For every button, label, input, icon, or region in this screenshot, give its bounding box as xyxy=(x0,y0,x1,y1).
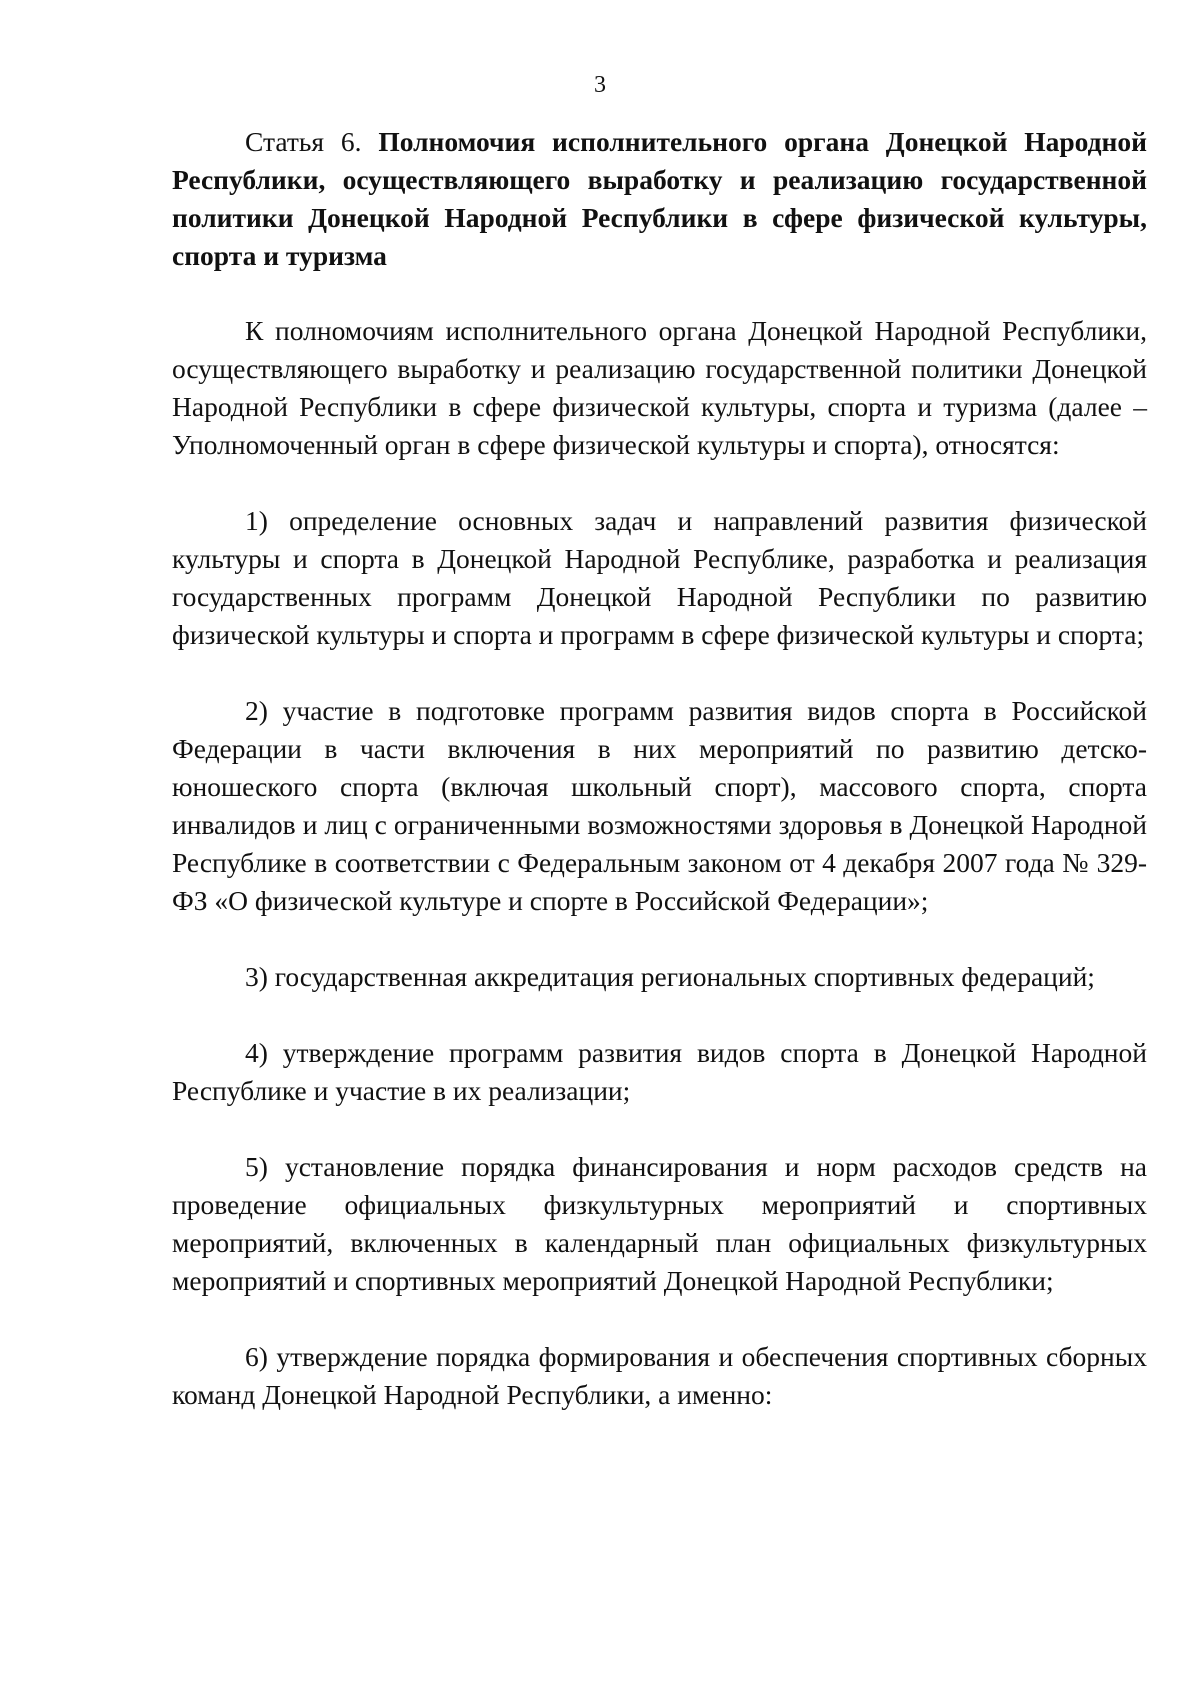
article-title: Полномочия исполнительного органа Донецкой Народной Республики, осуществляющего выработку и реализацию государственной политики Донецкой Народной Республики в сфере физической культуры, спорта и туризма xyxy=(172,126,1147,271)
article-prefix: Статья 6. xyxy=(245,126,362,157)
article-heading xyxy=(172,123,1147,275)
page-content xyxy=(172,123,1147,1414)
list-item-4: 4) утверждение программ развития видов спорта в Донецкой Народной Республике и участие в их реализации; xyxy=(172,1037,1147,1106)
list-item-2: 2) участие в подготовке программ развития видов спорта в Российской Федерации в части включения в них мероприятий по развитию детско-юношеского спорта (включая школьный спорт), массового спорта, спорта инвалидов и лиц с ограниченными возможностями здоровья в Донецкой Народной Республике в соответствии с Федеральным законом от 4 декабря 2007 года № 329-ФЗ «О физической культуре и спорте в Российской Федерации»; xyxy=(172,695,1147,916)
page-number: 3 xyxy=(594,72,606,98)
list-item-3: 3) государственная аккредитация региональных спортивных федераций; xyxy=(245,961,1095,992)
list-item-1: 1) определение основных задач и направлений развития физической культуры и спорта в Донецкой Народной Республике, разработка и реализация государственных программ Донецкой Народной Республики по развитию физической культуры и спорта и программ в сфере физической культуры и спорта; xyxy=(172,505,1147,650)
list-item-5: 5) установление порядка финансирования и норм расходов средств на проведение официальных физкультурных мероприятий и спортивных мероприятий, включенных в календарный план официальных физкультурных мероприятий и спортивных мероприятий Донецкой Народной Республики; xyxy=(172,1151,1147,1296)
list-item-6: 6) утверждение порядка формирования и обеспечения спортивных сборных команд Донецкой Народной Республики, а именно: xyxy=(172,1341,1147,1410)
intro-paragraph: К полномочиям исполнительного органа Донецкой Народной Республики, осуществляющего выработку и реализацию государственной политики Донецкой Народной Республики в сфере физической культуры, спорта и туризма (далее – Уполномоченный орган в сфере физической культуры и спорта), относятся: xyxy=(172,315,1147,460)
